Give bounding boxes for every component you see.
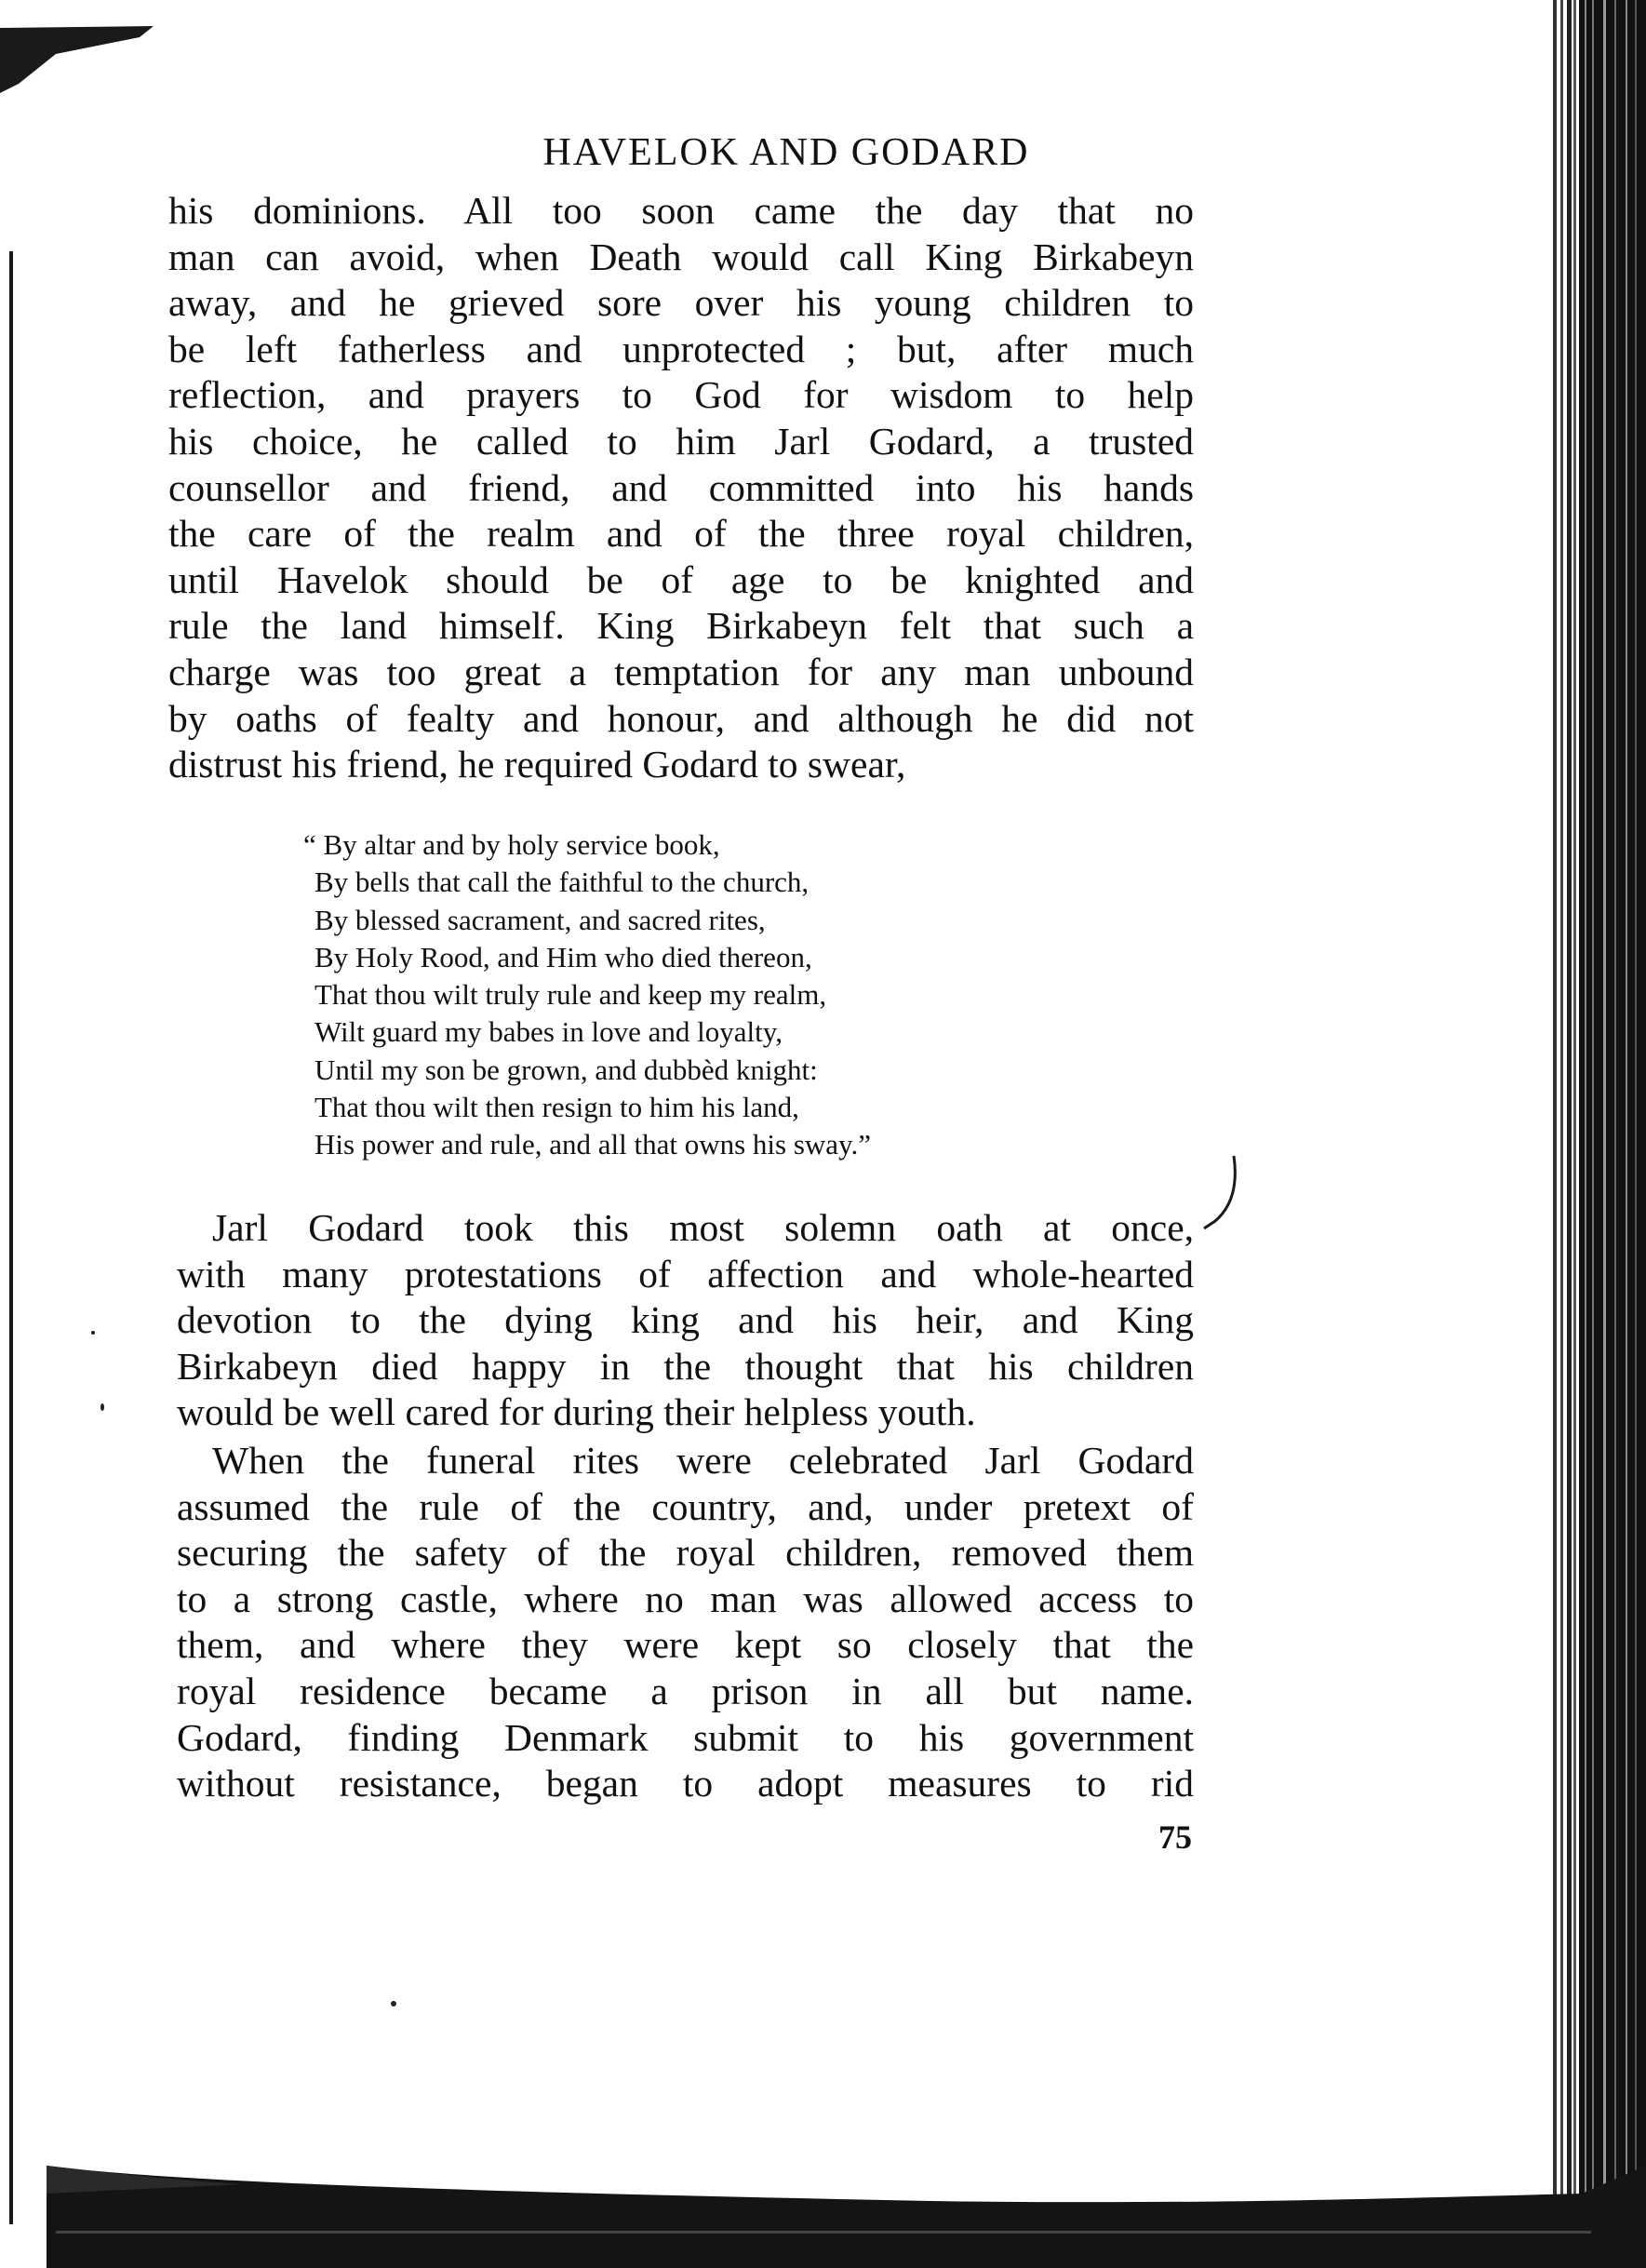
verse-line: That thou wilt truly rule and keep my realm, (314, 978, 827, 1012)
verse-quotation (303, 826, 872, 1164)
verse-line: By bells that call the faithful to the church, (314, 866, 810, 899)
verse-line: By blessed sacrament, and sacred rites, (314, 903, 766, 936)
verse-line: Until my son be grown, and dubbèd knight: (314, 1053, 818, 1086)
verse-line: “ By altar and by holy service book, (303, 828, 720, 861)
verse-line: By Holy Rood, and Him who died thereon, (314, 940, 812, 973)
text-line: his choice, he called to him Jarl Godard, a trusted (168, 419, 1194, 463)
page-edge-shadow (1525, 0, 1646, 2268)
text-line: would be well cared for during their helpless youth. (177, 1390, 976, 1434)
running-head: HAVELOK AND GODARD (542, 131, 1030, 174)
page-number: 75 (1158, 1818, 1192, 1856)
page-left-edge-line (9, 251, 13, 2224)
page-bottom-shadow (0, 2128, 1646, 2268)
text-line: by oaths of fealty and honour, and although he did not (168, 696, 1194, 740)
text-line: charge was too great a temptation for any man unbound (168, 650, 1194, 693)
text-line: counsellor and friend, and committed into his hands (168, 465, 1194, 509)
paragraph-2 (177, 1205, 1194, 1436)
text-line: his dominions. All too soon came the day that no (168, 189, 1194, 232)
text-line: away, and he grieved sore over his young children to (168, 281, 1194, 325)
scan-speck (100, 1403, 104, 1411)
text-line: When the funeral rites were celebrated Jarl Godard (212, 1439, 1194, 1482)
text-line: assumed the rule of the country, and, under pretext of (177, 1484, 1194, 1528)
text-line: man can avoid, when Death would call King Birkabeyn (168, 235, 1194, 278)
text-line: the care of the realm and of the three royal children, (168, 512, 1194, 556)
paragraph-1 (168, 188, 1194, 788)
scan-speck (91, 1331, 95, 1335)
text-line: them, and where they were kept so closely that the (177, 1623, 1194, 1667)
text-line: royal residence became a prison in all but name. (177, 1669, 1194, 1712)
text-line: to a strong castle, where no man was allowed access to (177, 1577, 1194, 1620)
text-line: devotion to the dying king and his heir, and King (177, 1298, 1194, 1342)
verse-line: That thou wilt then resign to him his land, (314, 1091, 799, 1124)
pencil-tick-mark (1197, 1154, 1252, 1238)
verse-line: His power and rule, and all that owns his sway.” (314, 1128, 872, 1161)
text-line: be left fatherless and unprotected ; but, after much (168, 327, 1194, 370)
text-line: without resistance, began to adopt measures to rid (177, 1762, 1194, 1805)
text-line: reflection, and prayers to God for wisdom to help (168, 373, 1194, 417)
text-line: Godard, finding Denmark submit to his government (177, 1715, 1194, 1759)
verse-line: Wilt guard my babes in love and loyalty, (314, 1015, 783, 1049)
text-line: Jarl Godard took this most solemn oath at once, (212, 1206, 1194, 1249)
text-line: Birkabeyn died happy in the thought that his children (177, 1344, 1194, 1388)
scan-speck (391, 2001, 396, 2006)
text-line: until Havelok should be of age to be knighted and (168, 557, 1194, 601)
paragraph-3 (177, 1438, 1194, 1807)
text-line: securing the safety of the royal children, removed them (177, 1531, 1194, 1575)
text-line: rule the land himself. King Birkabeyn felt that such a (168, 604, 1194, 648)
scan-corner-artifact (0, 0, 167, 102)
text-line: distrust his friend, he required Godard to swear, (168, 743, 906, 786)
text-line: with many protestations of affection and whole-hearted (177, 1252, 1194, 1295)
